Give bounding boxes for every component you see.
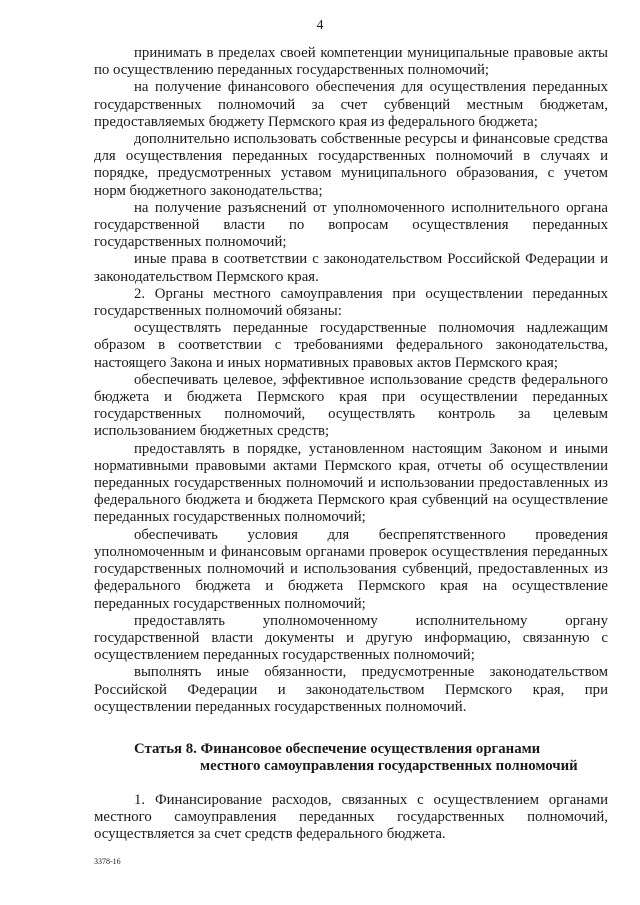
article-heading (94, 741, 608, 775)
body-text (94, 45, 608, 716)
paragraph-obligation-documents: предоставлять уполномоченному исполнительному органу государственной власти документы и другую информацию, связанную с осуществлением переданных государственных полномочий; (94, 612, 608, 664)
page-number: 4 (316, 18, 324, 33)
paragraph-obligation-reports: предоставлять в порядке, установленном настоящим Законом и иными нормативными правовыми актами Пермского края, отчеты об осуществлении переданных государственных полномочий и использовании предоставленных из федерального бюджета и бюджета Пермского края субвенций на осуществление переданных государственных полномочий; (94, 440, 608, 526)
paragraph-obligation-inspections: обеспечивать условия для беспрепятственного проведения уполномоченным и финансовым органами проверок осуществления переданных государственных полномочий и использования субвенций, предоставленных из федерального бюджета и бюджета Пермского края на осуществление переданных государственных полномочий; (94, 526, 608, 612)
document-code: 3378-16 (94, 857, 121, 866)
paragraph-obligation-other: выполнять иные обязанности, предусмотренные законодательством Российской Федерации и законодательством Пермского края, при осуществлении переданных государственных полномочий. (94, 664, 608, 715)
paragraph-right-adopt-acts: принимать в пределах своей компетенции муниципальные правовые акты по осуществлению переданных государственных полномочий; (94, 45, 608, 79)
paragraph-right-clarifications: на получение разъяснений от уполномоченного исполнительного органа государственной власти по вопросам осуществления переданных государственных полномочий; (94, 199, 608, 251)
paragraph-obligation-target-use: обеспечивать целевое, эффективное использование средств федерального бюджета и бюджета Пермского края при осуществлении переданных государственных полномочий, осуществлять контроль за целевым использованием бюджетных средств; (94, 371, 608, 440)
article-body (94, 792, 608, 844)
paragraph-right-financing: на получение финансового обеспечения для осуществления переданных государственных полномочий за счет субвенций местным бюджетам, предоставляемых бюджету Пермского края из федерального бюджета; (94, 79, 608, 130)
paragraph-right-own-resources: дополнительно использовать собственные ресурсы и финансовые средства для осуществления переданных государственных полномочий в случаях и порядке, предусмотренных уставом муниципального образования, с учетом норм бюджетного законодательства; (94, 131, 608, 199)
paragraph-financing-source: 1. Финансирование расходов, связанных с осуществлением органами местного самоуправления переданных государственных полномочий, осуществляется за счет средств федерального бюджета. (94, 792, 608, 843)
paragraph-obligations-intro: 2. Органы местного самоуправления при осуществлении переданных государственных полномочий обязаны: (94, 285, 608, 320)
paragraph-right-other: иные права в соответствии с законодательством Российской Федерации и законодательством Пермского края. (94, 251, 608, 285)
article-heading-line2: местного самоуправления государственных полномочий (200, 758, 578, 774)
article-heading-line1: Статья 8. Финансовое обеспечение осуществления органами (134, 741, 541, 757)
paragraph-obligation-perform: осуществлять переданные государственные полномочия надлежащим образом в соответствии с требованиями федерального законодательства, настоящего Закона и иных нормативных правовых актов Пермского края; (94, 320, 608, 371)
